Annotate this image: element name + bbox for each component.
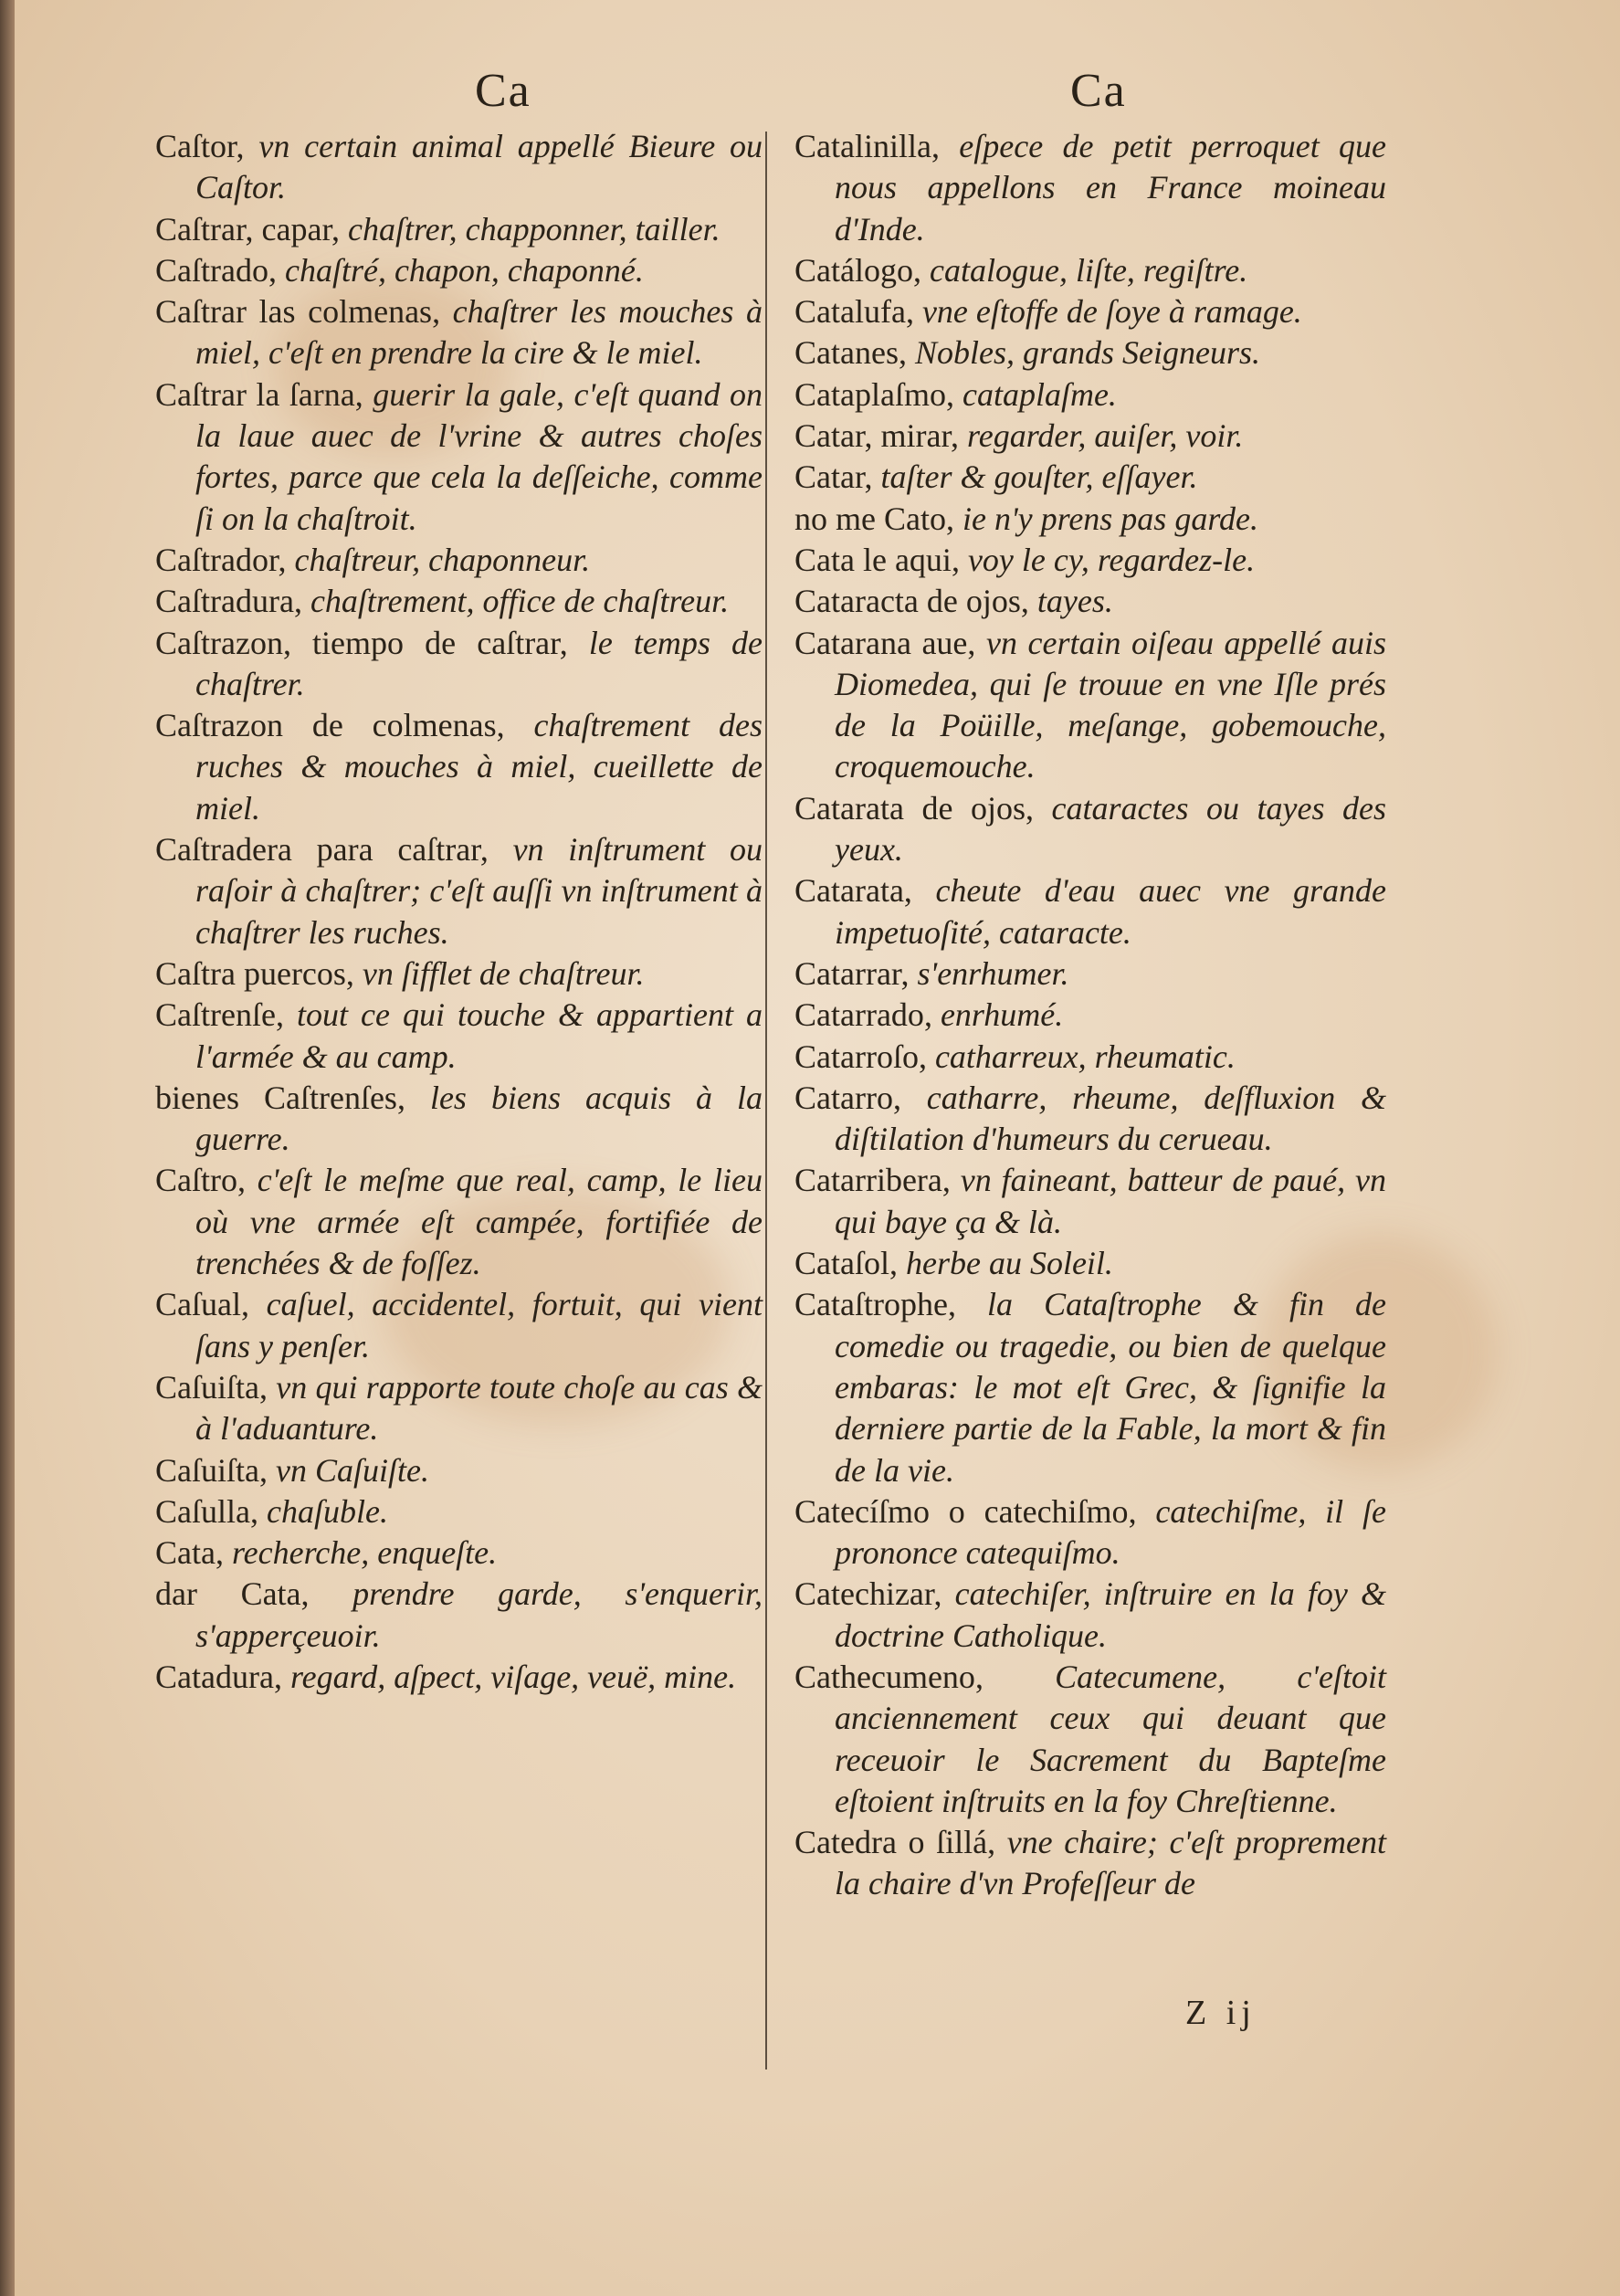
entry-definition: catharreux, rheumatic. bbox=[934, 1037, 1236, 1075]
entry-headword: Catedra o ſillá bbox=[794, 1824, 988, 1861]
right-column bbox=[794, 126, 1386, 1905]
dictionary-entry: Caſtrar las colmenas, chaſtrer les mouches à miel, c'eſt en prendre la cire & le miel. bbox=[155, 293, 763, 372]
entry-headword: Caſuiſta bbox=[155, 1368, 259, 1406]
entry-definition: chaſtreur, chaponneur. bbox=[294, 541, 591, 578]
dictionary-entry: Catarana aue, vn certain oiſeau appellé auis Diomedea, qui ſe trouue en vne Iſle prés de la Poüille, meſange, gobemouche, croquemouche. bbox=[794, 624, 1387, 785]
dictionary-entry: Cataſol, herbe au Soleil. bbox=[794, 1245, 1113, 1282]
entry-definition: vn inſtrument ou raſoir à chaſtrer; c'eſt auſſi vn inſtrument à chaſtrer les ruches. bbox=[195, 831, 763, 951]
dictionary-entry: Cataracta de ojos, tayes. bbox=[794, 583, 1113, 620]
entry-headword: Caſtradera para caſtrar bbox=[155, 831, 480, 869]
entry-definition: chaſtrement des ruches & mouches à miel, cueillette de miel. bbox=[195, 707, 763, 827]
entry-definition: eſpece de petit perroquet que nous appellons en France moineau d'Inde. bbox=[835, 128, 1387, 248]
entry-definition: catechiſer, inſtruire en la foy & doctrine Catholique. bbox=[835, 1575, 1387, 1654]
entry-headword: Catarata bbox=[794, 872, 904, 910]
entry-headword: Caſtrado bbox=[155, 251, 268, 289]
dictionary-entry: Catalufa, vne eſtoffe de ſoye à ramage. bbox=[794, 293, 1302, 331]
entry-definition: la Cataſtrophe & fin de comedie ou tragedie, ou bien de quelque embaras: le mot eſt Grec, & ſignifie la derniere partie de la Fable, la mort & fin de la vie. bbox=[835, 1286, 1386, 1489]
dictionary-entry: Catadura, regard, aſpect, viſage, veuë, mine. bbox=[155, 1658, 737, 1695]
entry-definition: les biens acquis à la guerre. bbox=[195, 1079, 763, 1158]
dictionary-entry: Caſtradera para caſtrar, vn inſtrument ou raſoir à chaſtrer; c'eſt auſſi vn inſtrument à chaſtrer les ruches. bbox=[155, 831, 763, 951]
entry-definition: regard, aſpect, viſage, veuë, mine. bbox=[289, 1658, 737, 1695]
entry-definition: enrhumé. bbox=[940, 996, 1064, 1034]
dictionary-entry: Caſuiſta, vn Caſuiſte. bbox=[155, 1451, 429, 1489]
entry-headword: Caſulla bbox=[155, 1492, 250, 1530]
dictionary-entry: Catar, mirar, regarder, auiſer, voir. bbox=[794, 417, 1244, 455]
dictionary-entry: Cata, recherche, enqueſte. bbox=[155, 1534, 498, 1572]
entry-definition: chaſtrer, chapponner, tailler. bbox=[348, 210, 721, 248]
entry-definition: caſuel, accidentel, fortuit, qui vient ſans y penſer. bbox=[195, 1286, 763, 1364]
entry-definition: le temps de chaſtrer. bbox=[195, 624, 763, 702]
dictionary-entry: Catarrado, enrhumé. bbox=[794, 996, 1064, 1034]
dictionary-entry: bienes Caſtrenſes, les biens acquis à la guerre. bbox=[155, 1079, 763, 1158]
page-binding-edge bbox=[0, 0, 15, 2296]
entry-definition: c'eſt le meſme que real, camp, le lieu où vne armée eſt campée, fortifiée de trenchées & de foſſez. bbox=[195, 1162, 763, 1282]
dictionary-entry: Catarata, cheute d'eau auec vne grande impetuoſité, cataracte. bbox=[794, 872, 1386, 951]
entry-definition: guerir la gale, c'eſt quand on la laue auec de l'vrine & autres choſes fortes, parce que cela la deſſeiche, comme ſi on la chaſtroit. bbox=[195, 375, 763, 537]
entry-definition: vn certain animal appellé Bieure ou Caſtor. bbox=[195, 128, 763, 206]
entry-headword: Cataracta de ojos bbox=[794, 583, 1021, 620]
entry-headword: Catecíſmo o catechiſmo bbox=[794, 1492, 1129, 1530]
entry-headword: Catarribera bbox=[794, 1162, 942, 1199]
entry-headword: Cata le aqui bbox=[794, 541, 952, 578]
dictionary-entry: Cathecumeno, Catecumene, c'eſtoit anciennement ceux qui deuant que receuoir le Sacrement du Bapteſme eſtoient inſtruits en la foy Chreſtienne. bbox=[794, 1658, 1386, 1819]
dictionary-entry: Caſtradura, chaſtrement, office de chaſtreur. bbox=[155, 583, 730, 620]
entry-headword: Catálogo bbox=[794, 251, 913, 289]
column-divider-rule bbox=[765, 132, 767, 2070]
dictionary-entry: Catecíſmo o catechiſmo, catechiſme, il ſe prononce catequiſmo. bbox=[794, 1492, 1386, 1572]
dictionary-entry: Caſtrar, capar, chaſtrer, chapponner, tailler. bbox=[155, 210, 721, 248]
entry-definition: vne chaire; c'eſt proprement la chaire d'vn Profeſſeur de bbox=[835, 1824, 1387, 1902]
entry-definition: vne eſtoffe de ſoye à ramage. bbox=[921, 293, 1302, 331]
dictionary-entry: Caſtor, vn certain animal appellé Bieure ou Caſtor. bbox=[155, 128, 763, 206]
entry-headword: Catarana aue bbox=[794, 624, 968, 661]
entry-headword: Catar bbox=[794, 458, 865, 496]
entry-headword: Caſtrar las colmenas bbox=[155, 293, 433, 331]
entry-definition: catharre, rheume, deſfluxion & diſtilation d'humeurs du cerueau. bbox=[835, 1079, 1386, 1158]
dictionary-entry: no me Cato, ie n'y prens pas garde. bbox=[794, 500, 1258, 537]
dictionary-entry: Caſtrenſe, tout ce qui touche & appartient a l'armée & au camp. bbox=[155, 996, 763, 1075]
entry-headword: Catalufa bbox=[794, 293, 906, 331]
entry-headword: Cataplaſmo bbox=[794, 375, 946, 413]
entry-headword: Catanes bbox=[794, 334, 899, 372]
entry-definition: cheute d'eau auec vne grande impetuoſité, cataracte. bbox=[835, 872, 1386, 951]
entry-headword: Catar, mirar bbox=[794, 417, 952, 455]
dictionary-entry: Caſtrar la ſarna, guerir la gale, c'eſt quand on la laue auec de l'vrine & autres choſes fortes, parce que cela la deſſeiche, comme ſi on la chaſtroit. bbox=[155, 375, 763, 537]
dictionary-entry: Cataplaſmo, cataplaſme. bbox=[794, 375, 1117, 413]
entry-definition: chaſtrement, office de chaſtreur. bbox=[310, 583, 730, 620]
entry-definition: Catecumene, c'eſtoit anciennement ceux qui deuant que receuoir le Sacrement du Bapteſme eſtoient inſtruits en la foy Chreſtienne. bbox=[835, 1658, 1386, 1819]
dictionary-entry: Catanes, Nobles, grands Seigneurs. bbox=[794, 334, 1260, 372]
entry-definition: chaſtré, chapon, chaponné. bbox=[284, 251, 644, 289]
entry-headword: Caſtrazon, tiempo de caſtrar bbox=[155, 624, 560, 661]
entry-definition: voy le cy, regardez-le. bbox=[967, 541, 1256, 578]
entry-headword: Catarrar bbox=[794, 954, 901, 992]
running-head-left: Ca bbox=[475, 65, 531, 117]
dictionary-entry: Caſtrazon de colmenas, chaſtrement des ruches & mouches à miel, cueillette de miel. bbox=[155, 707, 763, 827]
left-column bbox=[155, 126, 763, 1698]
entry-headword: Catarata de ojos bbox=[794, 789, 1026, 827]
entry-definition: vn ſifflet de chaſtreur. bbox=[362, 954, 645, 992]
entry-headword: Catalinilla bbox=[794, 128, 931, 164]
entry-headword: Cathecumeno bbox=[794, 1658, 975, 1695]
dictionary-entry: Catarata de ojos, cataractes ou tayes des yeux. bbox=[794, 789, 1386, 869]
entry-headword: bienes Caſtrenſes bbox=[155, 1079, 397, 1116]
entry-definition: prendre garde, s'enquerir, s'apperçeuoir. bbox=[195, 1575, 763, 1654]
entry-definition: vn certain oiſeau appellé auis Diomedea, qui ſe trouue en vne Iſle prés de la Poüille, meſange, gobemouche, croquemouche. bbox=[835, 624, 1387, 785]
dictionary-entry: Catalinilla, eſpece de petit perroquet que nous appellons en France moineau d'Inde. bbox=[794, 128, 1387, 248]
entry-definition: ie n'y prens pas garde. bbox=[962, 500, 1258, 537]
entry-definition: vn faineant, batteur de paué, vn qui baye ça & là. bbox=[835, 1162, 1387, 1240]
entry-headword: Catarrado bbox=[794, 996, 924, 1034]
dictionary-entry: Catarroſo, catharreux, rheumatic. bbox=[794, 1037, 1236, 1075]
entry-definition: vn Caſuiſte. bbox=[275, 1451, 429, 1489]
entry-headword: Cataſtrophe bbox=[794, 1286, 948, 1323]
entry-definition: chaſtrer les mouches à miel, c'eſt en prendre la cire & le miel. bbox=[195, 293, 763, 372]
entry-headword: Catadura bbox=[155, 1658, 274, 1695]
running-head-right: Ca bbox=[1070, 65, 1127, 117]
dictionary-entry: Caſuiſta, vn qui rapporte toute choſe au cas & à l'aduanture. bbox=[155, 1368, 763, 1448]
dictionary-entry: Caſtrado, chaſtré, chapon, chaponné. bbox=[155, 251, 644, 289]
entry-headword: Caſtro bbox=[155, 1162, 237, 1199]
entry-definition: recherche, enqueſte. bbox=[231, 1534, 498, 1572]
dictionary-entry: Cata le aqui, voy le cy, regardez-le. bbox=[794, 541, 1256, 578]
entry-definition: taſter & gouſter, eſſayer. bbox=[880, 458, 1198, 496]
signature-mark: Z ij bbox=[1185, 1994, 1257, 2032]
dictionary-entry: dar Cata, prendre garde, s'enquerir, s'apperçeuoir. bbox=[155, 1575, 763, 1654]
entry-headword: Caſtrar la ſarna bbox=[155, 375, 355, 413]
entry-headword: dar Cata bbox=[155, 1575, 301, 1613]
dictionary-entry: Catedra o ſillá, vne chaire; c'eſt proprement la chaire d'vn Profeſſeur de bbox=[794, 1824, 1387, 1902]
entry-definition: vn qui rapporte toute choſe au cas & à l'aduanture. bbox=[195, 1368, 763, 1448]
entry-headword: Caſtrazon de colmenas bbox=[155, 707, 497, 744]
entry-definition: regarder, auiſer, voir. bbox=[967, 417, 1244, 455]
entry-headword: no me Cato bbox=[794, 500, 946, 537]
entry-headword: Caſtor bbox=[155, 128, 237, 164]
dictionary-entry: Caſulla, chaſuble. bbox=[155, 1492, 388, 1530]
entry-headword: Caſtra puercos bbox=[155, 954, 346, 992]
entry-definition: tayes. bbox=[1036, 583, 1113, 620]
dictionary-entry: Caſtrador, chaſtreur, chaponneur. bbox=[155, 541, 591, 578]
dictionary-entry: Caſual, caſuel, accidentel, fortuit, qui vient ſans y penſer. bbox=[155, 1286, 763, 1364]
entry-definition: cataplaſme. bbox=[962, 375, 1117, 413]
dictionary-entry: Catálogo, catalogue, liſte, regiſtre. bbox=[794, 251, 1248, 289]
dictionary-entry: Catar, taſter & gouſter, eſſayer. bbox=[794, 458, 1198, 496]
entry-headword: Cata bbox=[155, 1534, 216, 1572]
entry-headword: Catechizar bbox=[794, 1575, 934, 1613]
entry-definition: s'enrhumer. bbox=[917, 954, 1069, 992]
dictionary-entry: Catarribera, vn faineant, batteur de paué, vn qui baye ça & là. bbox=[794, 1162, 1387, 1240]
entry-definition: tout ce qui touche & appartient a l'armée & au camp. bbox=[195, 996, 763, 1075]
entry-definition: catechiſme, il ſe prononce catequiſmo. bbox=[835, 1492, 1386, 1572]
dictionary-entry: Caſtrazon, tiempo de caſtrar, le temps de chaſtrer. bbox=[155, 624, 763, 702]
dictionary-entry: Catarrar, s'enrhumer. bbox=[794, 954, 1069, 992]
entry-headword: Caſual bbox=[155, 1286, 241, 1323]
entry-definition: cataractes ou tayes des yeux. bbox=[835, 789, 1386, 869]
entry-headword: Catarro bbox=[794, 1079, 893, 1116]
dictionary-entry: Catechizar, catechiſer, inſtruire en la foy & doctrine Catholique. bbox=[794, 1575, 1387, 1654]
dictionary-entry: Cataſtrophe, la Cataſtrophe & fin de comedie ou tragedie, ou bien de quelque embaras: le mot eſt Grec, & ſignifie la derniere partie de la Fable, la mort & fin de la vie. bbox=[794, 1286, 1386, 1489]
dictionary-entry: Caſtro, c'eſt le meſme que real, camp, le lieu où vne armée eſt campée, fortifiée de trenchées & de foſſez. bbox=[155, 1162, 763, 1282]
entry-headword: Caſtrenſe bbox=[155, 996, 276, 1034]
entry-definition: chaſuble. bbox=[266, 1492, 388, 1530]
entry-headword: Caſtrador bbox=[155, 541, 279, 578]
dictionary-entry: Caſtra puercos, vn ſifflet de chaſtreur. bbox=[155, 954, 645, 992]
entry-definition: Nobles, grands Seigneurs. bbox=[914, 334, 1260, 372]
entry-headword: Catarroſo bbox=[794, 1037, 919, 1075]
entry-headword: Caſtradura bbox=[155, 583, 294, 620]
entry-definition: herbe au Soleil. bbox=[905, 1245, 1113, 1282]
dictionary-entry: Catarro, catharre, rheume, deſfluxion & diſtilation d'humeurs du cerueau. bbox=[794, 1079, 1386, 1158]
entry-definition: catalogue, liſte, regiſtre. bbox=[929, 251, 1248, 289]
entry-headword: Cataſol bbox=[794, 1245, 889, 1282]
entry-headword: Caſuiſta bbox=[155, 1451, 259, 1489]
entry-headword: Caſtrar, capar bbox=[155, 210, 331, 248]
